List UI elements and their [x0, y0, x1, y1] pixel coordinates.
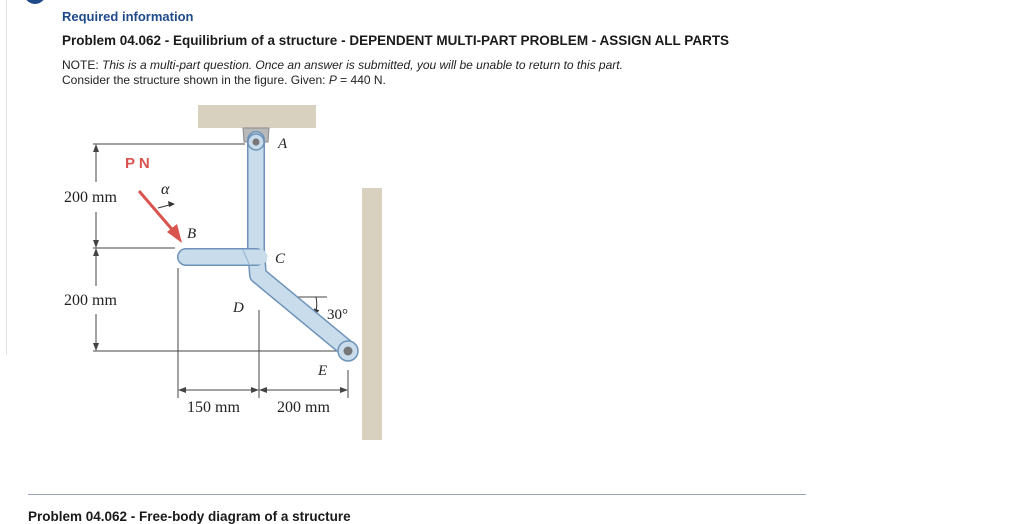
next-problem-title: Problem 04.062 - Free-body diagram of a structure	[28, 509, 351, 524]
corner-badge	[24, 0, 46, 4]
note-line	[62, 58, 623, 72]
ceiling-support	[198, 105, 316, 128]
dim-upper-label: 200 mm	[64, 189, 117, 206]
pin-e	[338, 341, 358, 361]
force-p-arrow	[139, 191, 182, 243]
dim-lower-label: 200 mm	[64, 292, 117, 309]
given-value: = 440 N.	[340, 73, 386, 87]
note-body: This is a multi-part question. Once an answer is submitted, you will be unable to return to this part.	[102, 58, 623, 72]
point-a-label: A	[278, 136, 288, 152]
consider-line	[62, 73, 386, 87]
point-b-label: B	[187, 226, 197, 242]
problem-title: Problem 04.062 - Equilibrium of a structure - DEPENDENT MULTI-PART PROBLEM - ASSIGN ALL PARTS	[62, 33, 730, 48]
alpha-angle-mark	[158, 201, 175, 208]
alpha-label: α	[161, 181, 170, 198]
structure-figure	[55, 100, 395, 445]
point-d-label: D	[233, 300, 244, 316]
given-variable: P	[328, 73, 337, 87]
pin-a	[248, 134, 264, 150]
bent-member	[186, 140, 345, 347]
dimension-lines	[93, 144, 348, 398]
dim-bottom-left-label: 150 mm	[187, 399, 240, 416]
angle-30-label: 30°	[327, 307, 348, 323]
section-divider	[28, 494, 806, 495]
point-c-label: C	[275, 251, 286, 267]
note-prefix: NOTE:	[62, 58, 99, 72]
consider-text: Consider the structure shown in the figure. Given:	[62, 73, 326, 87]
dim-bottom-right-label: 200 mm	[277, 399, 330, 416]
force-label: P N	[125, 155, 150, 172]
dimension-arrowheads	[93, 144, 348, 393]
wall-support	[362, 188, 382, 440]
required-information-heading: Required information	[62, 9, 194, 24]
left-panel-edge	[0, 0, 7, 355]
point-e-label: E	[318, 363, 328, 379]
